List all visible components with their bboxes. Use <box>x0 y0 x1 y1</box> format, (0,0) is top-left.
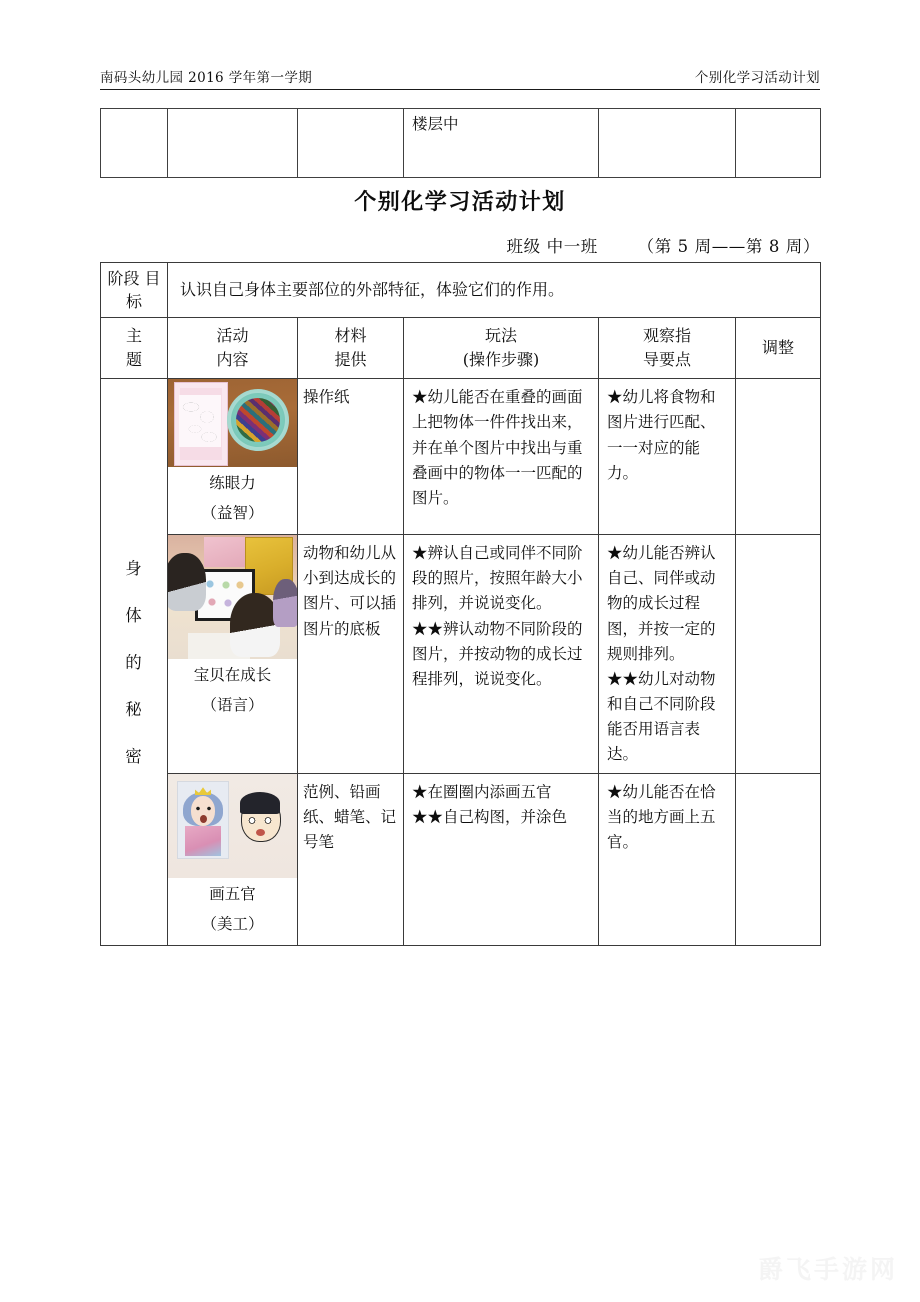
column-header-adjustment-line1: 调整 <box>762 338 795 358</box>
activity-name-block-2 <box>168 659 297 720</box>
play-method-item: ★辨认自己或同伴不同阶段的照片，按照年龄大小排列，并说说变化。 <box>412 544 583 613</box>
column-header-playmethod-line2: (操作步骤) <box>462 350 540 370</box>
column-header-observation-line2: 导要点 <box>642 350 691 370</box>
materials-cell-3: 范例、铅画纸、蜡笔、记号笔 <box>298 774 404 946</box>
observation-cell-1 <box>599 379 736 535</box>
stage-goal-label-line2: 目标 <box>125 269 161 312</box>
pink-shelf <box>204 537 246 567</box>
activity-category-2: （语言） <box>201 695 264 714</box>
crayon-bowl <box>227 389 289 451</box>
child-portrait-drawing <box>177 781 229 859</box>
activity-category-3: （美工） <box>201 914 264 933</box>
header-right-text: 个别化学习活动计划 <box>694 70 820 86</box>
column-header-observation-line1: 观察指 <box>642 326 691 346</box>
materials-cell-2: 动物和幼儿从小到达成长的图片、可以插图片的底板 <box>298 535 404 774</box>
stage-goal-text: 认识自己身体主要部位的外部特征，体验它们的作用。 <box>168 263 821 318</box>
column-header-observation <box>599 318 736 379</box>
fragment-cell-1 <box>101 109 168 178</box>
activity-name-1: 练眼力 <box>209 474 256 493</box>
adjustment-cell-2 <box>736 535 821 774</box>
observation-item: ★幼儿将食物和图片进行匹配、一一对应的能力。 <box>607 388 716 482</box>
table-header-row <box>101 318 821 379</box>
week-range: （第 5 周——第 8 周） <box>637 237 820 256</box>
fragment-cell-3 <box>298 109 404 178</box>
adjustment-cell-3 <box>736 774 821 946</box>
play-method-cell-1 <box>404 379 599 535</box>
worksheet-drawing <box>179 395 221 447</box>
column-header-theme-line2: 题 <box>125 350 142 370</box>
column-header-materials-line2: 提供 <box>334 350 367 370</box>
cartoon-eyes <box>247 816 273 825</box>
class-and-week-line <box>0 233 820 257</box>
header-left-text: 南码头幼儿园 2016 学年第一学期 <box>100 70 313 86</box>
play-method-item: ★幼儿能否在重叠的画面上把物体一件件找出来，并在单个图片中找出与重叠画中的物体一一匹配的图片。 <box>412 388 583 507</box>
table-row <box>101 535 821 774</box>
play-method-item: ★在圈圈内添画五官 <box>412 783 552 802</box>
children-with-picture-board-photo <box>168 535 297 659</box>
activity-plan-table <box>100 262 821 946</box>
theme-cell <box>101 379 168 946</box>
theme-char-5: 密 <box>125 746 143 766</box>
fragment-cell-6 <box>736 109 821 178</box>
cartoon-face-cutout <box>239 792 281 842</box>
column-header-materials-line1: 材料 <box>334 326 367 346</box>
activity-cell-2 <box>168 535 298 774</box>
activity-cell-1 <box>168 379 298 535</box>
column-header-theme-line1: 主 <box>125 326 142 346</box>
observation-item: ★幼儿能否辨认自己、同伴或动物的成长过程图，并按一定的规则排列。 <box>607 544 716 663</box>
table-row <box>101 774 821 946</box>
column-header-theme <box>101 318 168 379</box>
column-header-playmethod <box>404 318 599 379</box>
document-header <box>100 64 820 90</box>
column-header-playmethod-line1: 玩法 <box>484 326 517 346</box>
face-drawing-photo <box>168 774 297 878</box>
observation-item: ★幼儿能否在恰当的地方画上五官。 <box>607 783 716 852</box>
table-row <box>101 109 821 178</box>
theme-char-2: 体 <box>125 605 143 625</box>
site-watermark: 爵飞手游网 <box>757 1255 898 1284</box>
activity-name-block-3 <box>168 878 297 939</box>
adjustment-cell-1 <box>736 379 821 535</box>
crayons-and-worksheet-photo <box>168 379 297 467</box>
fragment-cell-2 <box>168 109 298 178</box>
activity-cell-3 <box>168 774 298 946</box>
observation-cell-2 <box>599 535 736 774</box>
observation-item: ★★幼儿对动物和自己不同阶段能否用语言表达。 <box>607 669 716 764</box>
portrait-body <box>185 826 221 856</box>
table-row <box>101 379 821 535</box>
theme-vertical-text <box>125 545 143 780</box>
activity-category-1: （益智） <box>201 503 264 522</box>
fragment-cell-4: 楼层中 <box>404 109 599 178</box>
child-left <box>168 553 206 611</box>
activity-name-2: 宝贝在成长 <box>193 666 272 685</box>
column-header-materials <box>298 318 404 379</box>
stage-goal-row <box>101 263 821 318</box>
activity-name-3: 画五官 <box>209 885 256 904</box>
column-header-activity-line1: 活动 <box>216 326 249 346</box>
theme-char-4: 秘 <box>125 699 143 719</box>
fragment-cell-5 <box>599 109 736 178</box>
child-background <box>273 579 297 627</box>
column-header-activity <box>168 318 298 379</box>
play-method-cell-2 <box>404 535 599 774</box>
play-method-cell-3 <box>404 774 599 946</box>
portrait-crown <box>195 787 211 795</box>
theme-char-1: 身 <box>125 558 143 578</box>
activity-name-block-1 <box>168 467 297 528</box>
column-header-adjustment <box>736 318 821 379</box>
cartoon-hair <box>240 792 280 814</box>
stage-goal-label <box>101 263 168 318</box>
materials-cell-1: 操作纸 <box>298 379 404 535</box>
page-title: 个别化学习活动计划 <box>354 189 566 215</box>
observation-cell-3 <box>599 774 736 946</box>
class-label: 班级 中一班 <box>506 237 598 256</box>
play-method-item: ★★自己构图，并涂色 <box>412 808 568 827</box>
column-header-activity-line2: 内容 <box>216 350 249 370</box>
theme-char-3: 的 <box>125 652 143 672</box>
portrait-eyes <box>195 806 212 811</box>
stage-goal-label-line1: 阶段 <box>107 269 140 288</box>
continued-table-fragment <box>100 108 821 178</box>
play-method-item: ★★辨认动物不同阶段的图片，并按动物的成长过程排列，说说变化。 <box>412 619 583 688</box>
